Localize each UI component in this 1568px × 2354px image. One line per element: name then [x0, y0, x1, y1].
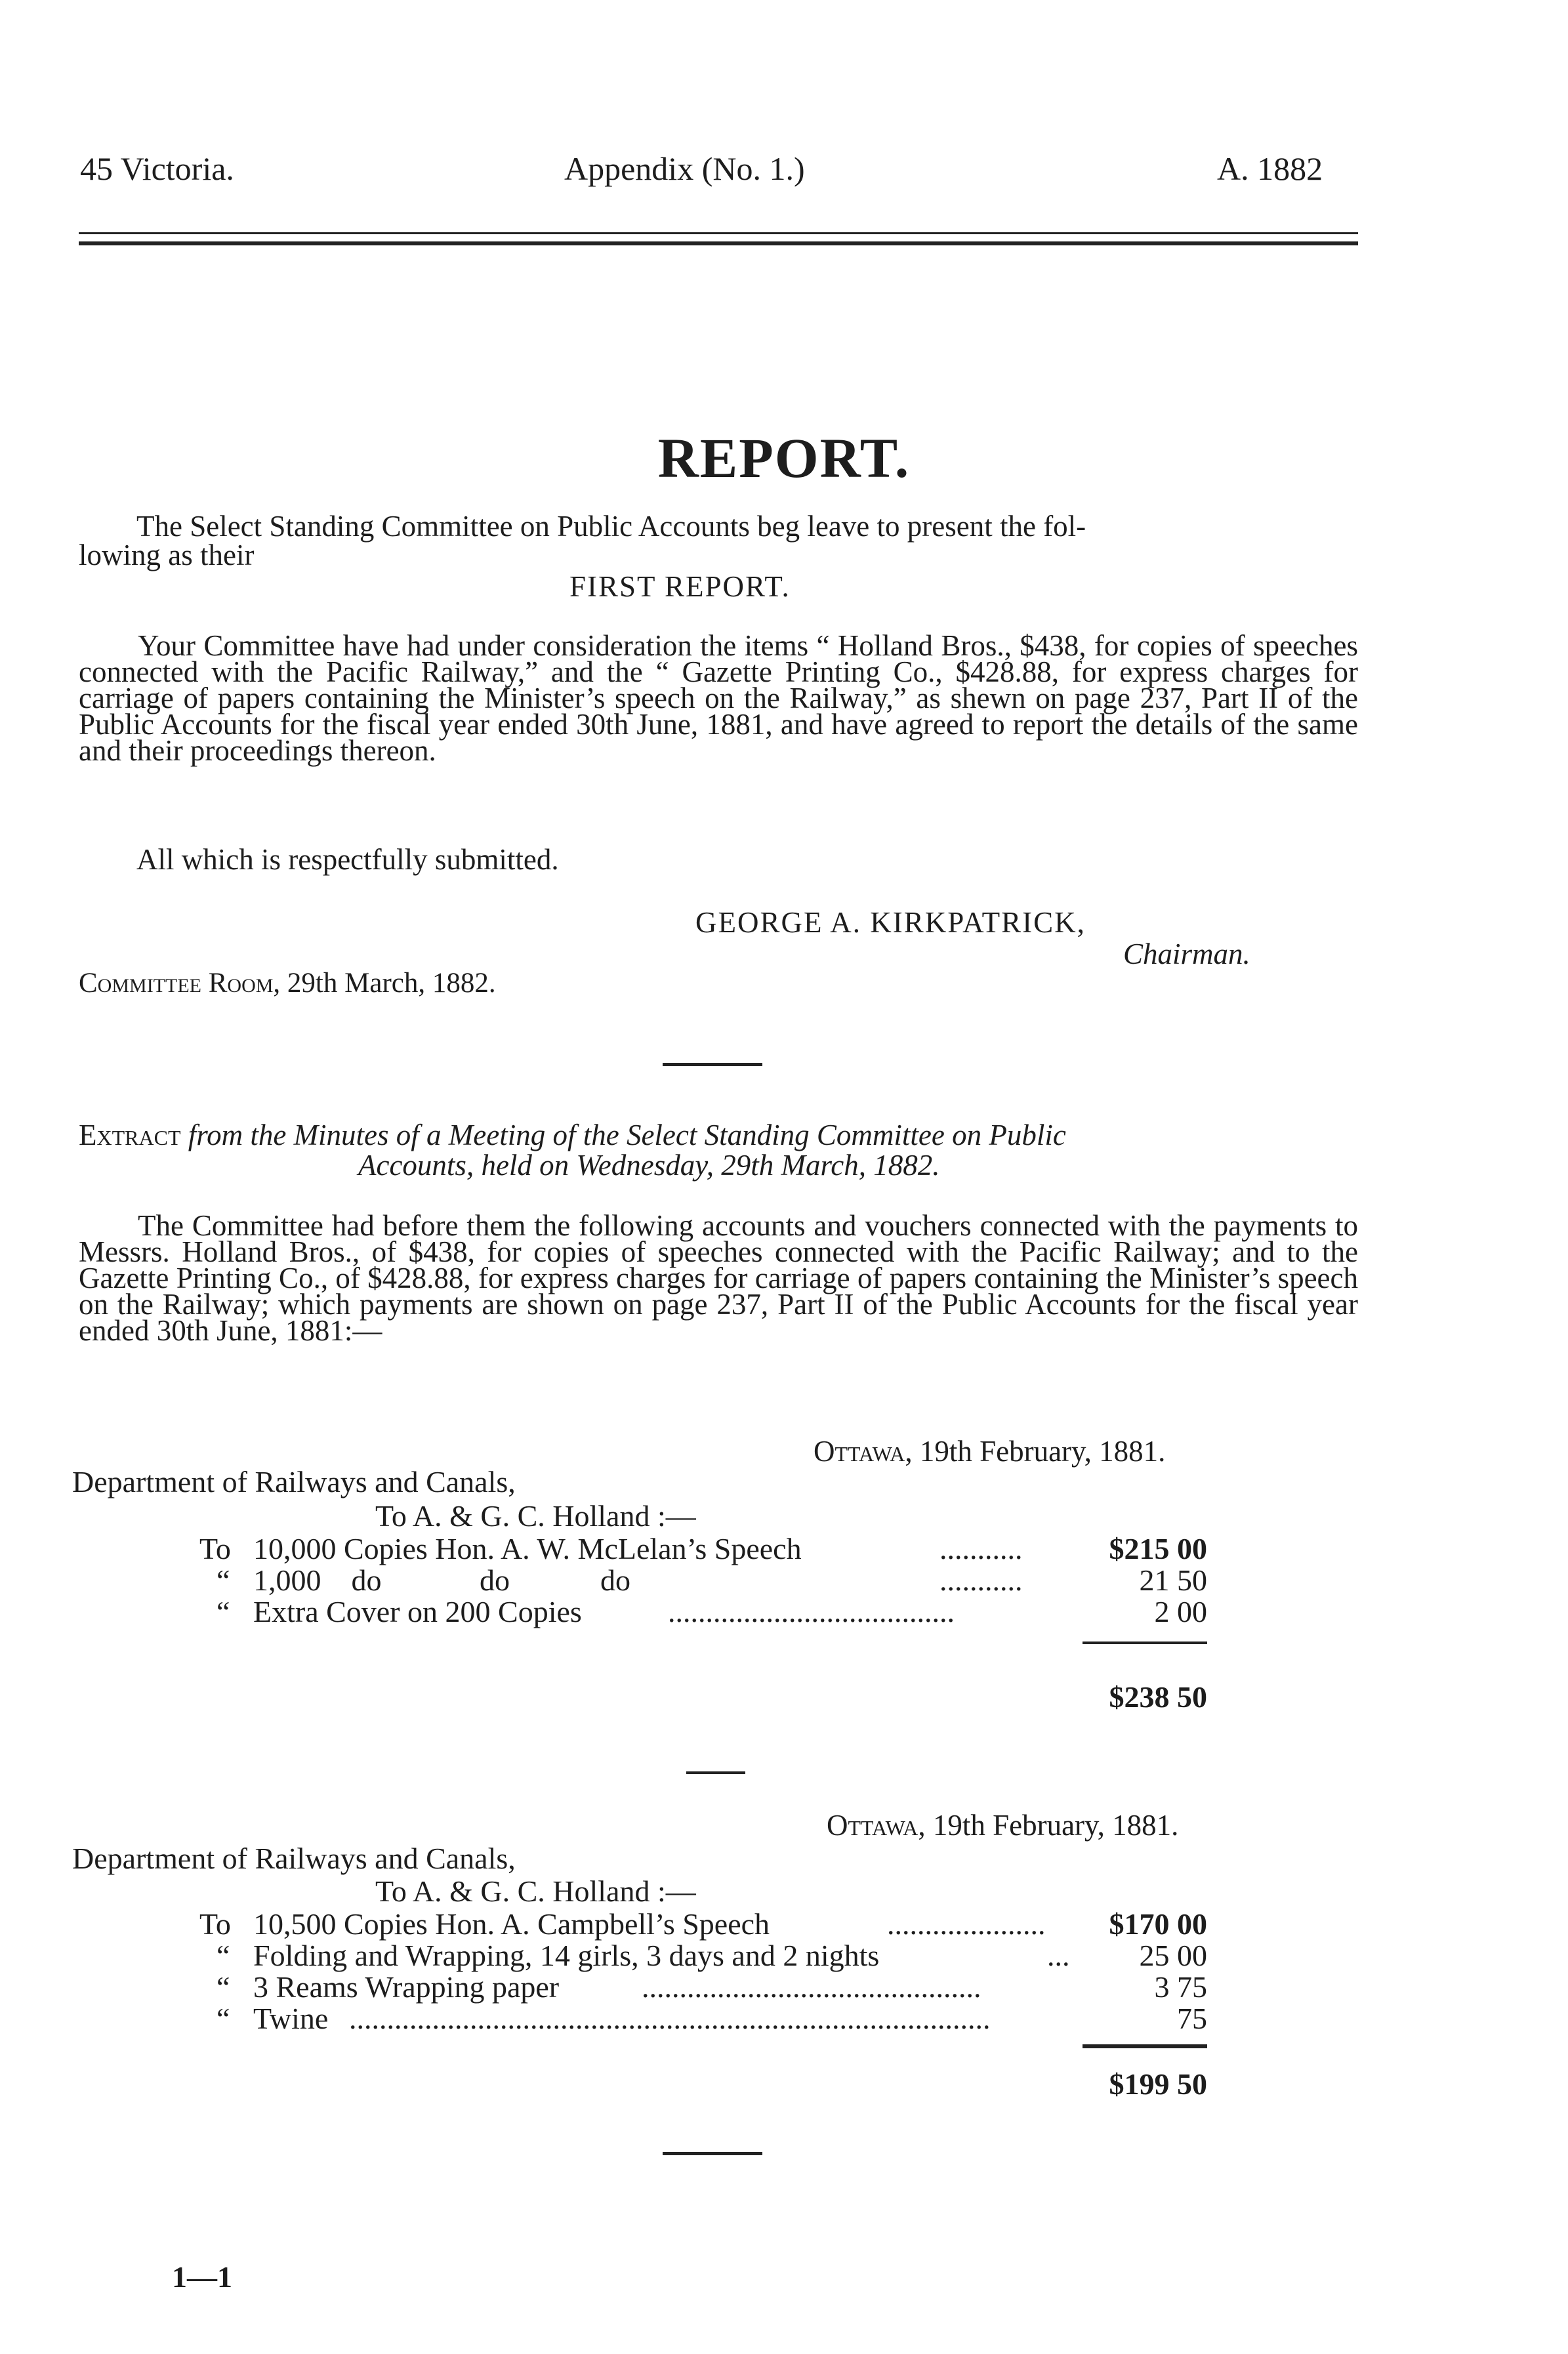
account1-place: Ottawa,: [814, 1435, 913, 1468]
report-body: [79, 629, 1358, 767]
account2-item2-leader: ...: [1047, 1939, 1070, 1972]
account2-item3-leader: .............................................: [642, 1970, 981, 2004]
account1-item3-leader: ......................................: [668, 1595, 955, 1628]
extract-body: [79, 1209, 1358, 1347]
report-submitted: All which is respectfully submitted.: [136, 843, 559, 876]
header-appendix: Appendix (No. 1.): [564, 150, 805, 187]
account2-date: 19th February, 1881.: [932, 1809, 1179, 1842]
account2-item3-prefix: “: [217, 1970, 230, 2004]
account2-item4-prefix: “: [217, 2002, 230, 2035]
account1-item3-prefix: “: [217, 1595, 230, 1628]
header-rule-thin: [79, 232, 1358, 234]
section-divider-3: [663, 2152, 762, 2155]
account2-item1-amount: $170 00: [1109, 1907, 1207, 1941]
report-body-text: Your Committee have had under consideration the items “ Holland Bros., $438, for copies of speeches connected with the Pacific Railway,” and the “ Gazette Printing Co., $428.88, for express charges for carriage of papers containing the Minister’s speech on the Railway,” as shewn on page 237, Part II of the Public Accounts for the fiscal year ended 30th June, 1881, and have agreed to report the details of the same and their proceedings thereon.: [79, 629, 1358, 767]
account2-item2-amount: 25 00: [1139, 1939, 1207, 1972]
account2-sum-rule: [1083, 2044, 1207, 2048]
account1-payee: To A. & G. C. Holland :—: [375, 1499, 696, 1533]
account2-item3-desc: 3 Reams Wrapping paper: [253, 1970, 560, 2004]
account1-item3-amount: 2 00: [1154, 1595, 1207, 1628]
account1-department: Department of Railways and Canals,: [72, 1465, 516, 1498]
account2-item3-amount: 3 75: [1154, 1970, 1207, 2004]
account1-item3-desc: Extra Cover on 200 Copies: [253, 1595, 582, 1628]
extract-heading-line2: Accounts, held on Wednesday, 29th March, 1882.: [358, 1149, 940, 1182]
account1-item2-desc: 1,000 do do do: [253, 1563, 630, 1597]
account2-item1-prefix: To: [199, 1907, 231, 1941]
extract-heading-text: from the Minutes of a Meeting of the Select Standing Committee on Public: [188, 1119, 1066, 1151]
first-report-heading: FIRST REPORT.: [569, 570, 791, 603]
report-title: REPORT.: [657, 426, 911, 489]
account2-payee: To A. & G. C. Holland :—: [375, 1874, 696, 1908]
account2-item4-desc: Twine: [253, 2002, 329, 2035]
account1-total: $238 50: [1109, 1680, 1207, 1714]
account1-item1-amount: $215 00: [1109, 1532, 1207, 1565]
signatory-name: GEORGE A. KIRKPATRICK,: [695, 906, 1086, 939]
account1-dateline: [814, 1434, 1165, 1468]
account1-item2-prefix: “: [217, 1563, 230, 1597]
account1-item1-leader: ...........: [939, 1532, 1023, 1565]
section-divider-2: [686, 1771, 745, 1774]
page-number: 1—1: [172, 2260, 232, 2294]
extract-heading-line1: [79, 1118, 1066, 1152]
committee-room: [79, 967, 496, 999]
section-divider-1: [663, 1063, 762, 1066]
account1-sum-rule: [1083, 1642, 1207, 1644]
header-year: A. 1882: [1217, 150, 1323, 187]
account1-item1-desc: 10,000 Copies Hon. A. W. McLelan’s Speech: [253, 1532, 802, 1565]
report-intro-line1: The Select Standing Committee on Public Accounts beg leave to present the fol-: [136, 510, 1086, 543]
account1-item1-prefix: To: [199, 1532, 231, 1565]
account2-item1-leader: .....................: [887, 1907, 1046, 1941]
account2-item2-desc: Folding and Wrapping, 14 girls, 3 days and 2 nights: [253, 1939, 880, 1972]
header-session: 45 Victoria.: [80, 150, 234, 187]
extract-body-text: The Committee had before them the following accounts and vouchers connected with the payments to Messrs. Holland Bros., of $438, for copies of speeches connected with the Pacific Railway; and to the Gazette Printing Co., of $428.88, for express charges for carriage of papers containing the Minister’s speech on the Railway; which payments are shown on page 237, Part II of the Public Accounts for the fiscal year ended 30th June, 1881:—: [79, 1209, 1358, 1347]
account2-place: Ottawa,: [827, 1809, 926, 1842]
account1-date: 19th February, 1881.: [919, 1435, 1166, 1468]
account2-total: $199 50: [1109, 2067, 1207, 2101]
account1-item2-amount: 21 50: [1139, 1563, 1207, 1597]
committee-room-date: 29th March, 1882.: [287, 968, 496, 999]
account2-item4-amount: 75: [1177, 2002, 1207, 2035]
header-rule-thick: [79, 241, 1358, 245]
report-intro-line2: lowing as their: [79, 539, 255, 571]
signatory-title: Chairman.: [1123, 938, 1250, 970]
account2-dateline: [827, 1808, 1178, 1842]
account1-item2-leader: ...........: [939, 1563, 1023, 1597]
account2-item4-leader: .....................................................................................: [349, 2002, 991, 2035]
account2-department: Department of Railways and Canals,: [72, 1842, 516, 1875]
account2-item1-desc: 10,500 Copies Hon. A. Campbell’s Speech: [253, 1907, 770, 1941]
committee-room-label: Committee Room,: [79, 968, 281, 999]
extract-label: Extract: [79, 1119, 181, 1151]
account2-item2-prefix: “: [217, 1939, 230, 1972]
